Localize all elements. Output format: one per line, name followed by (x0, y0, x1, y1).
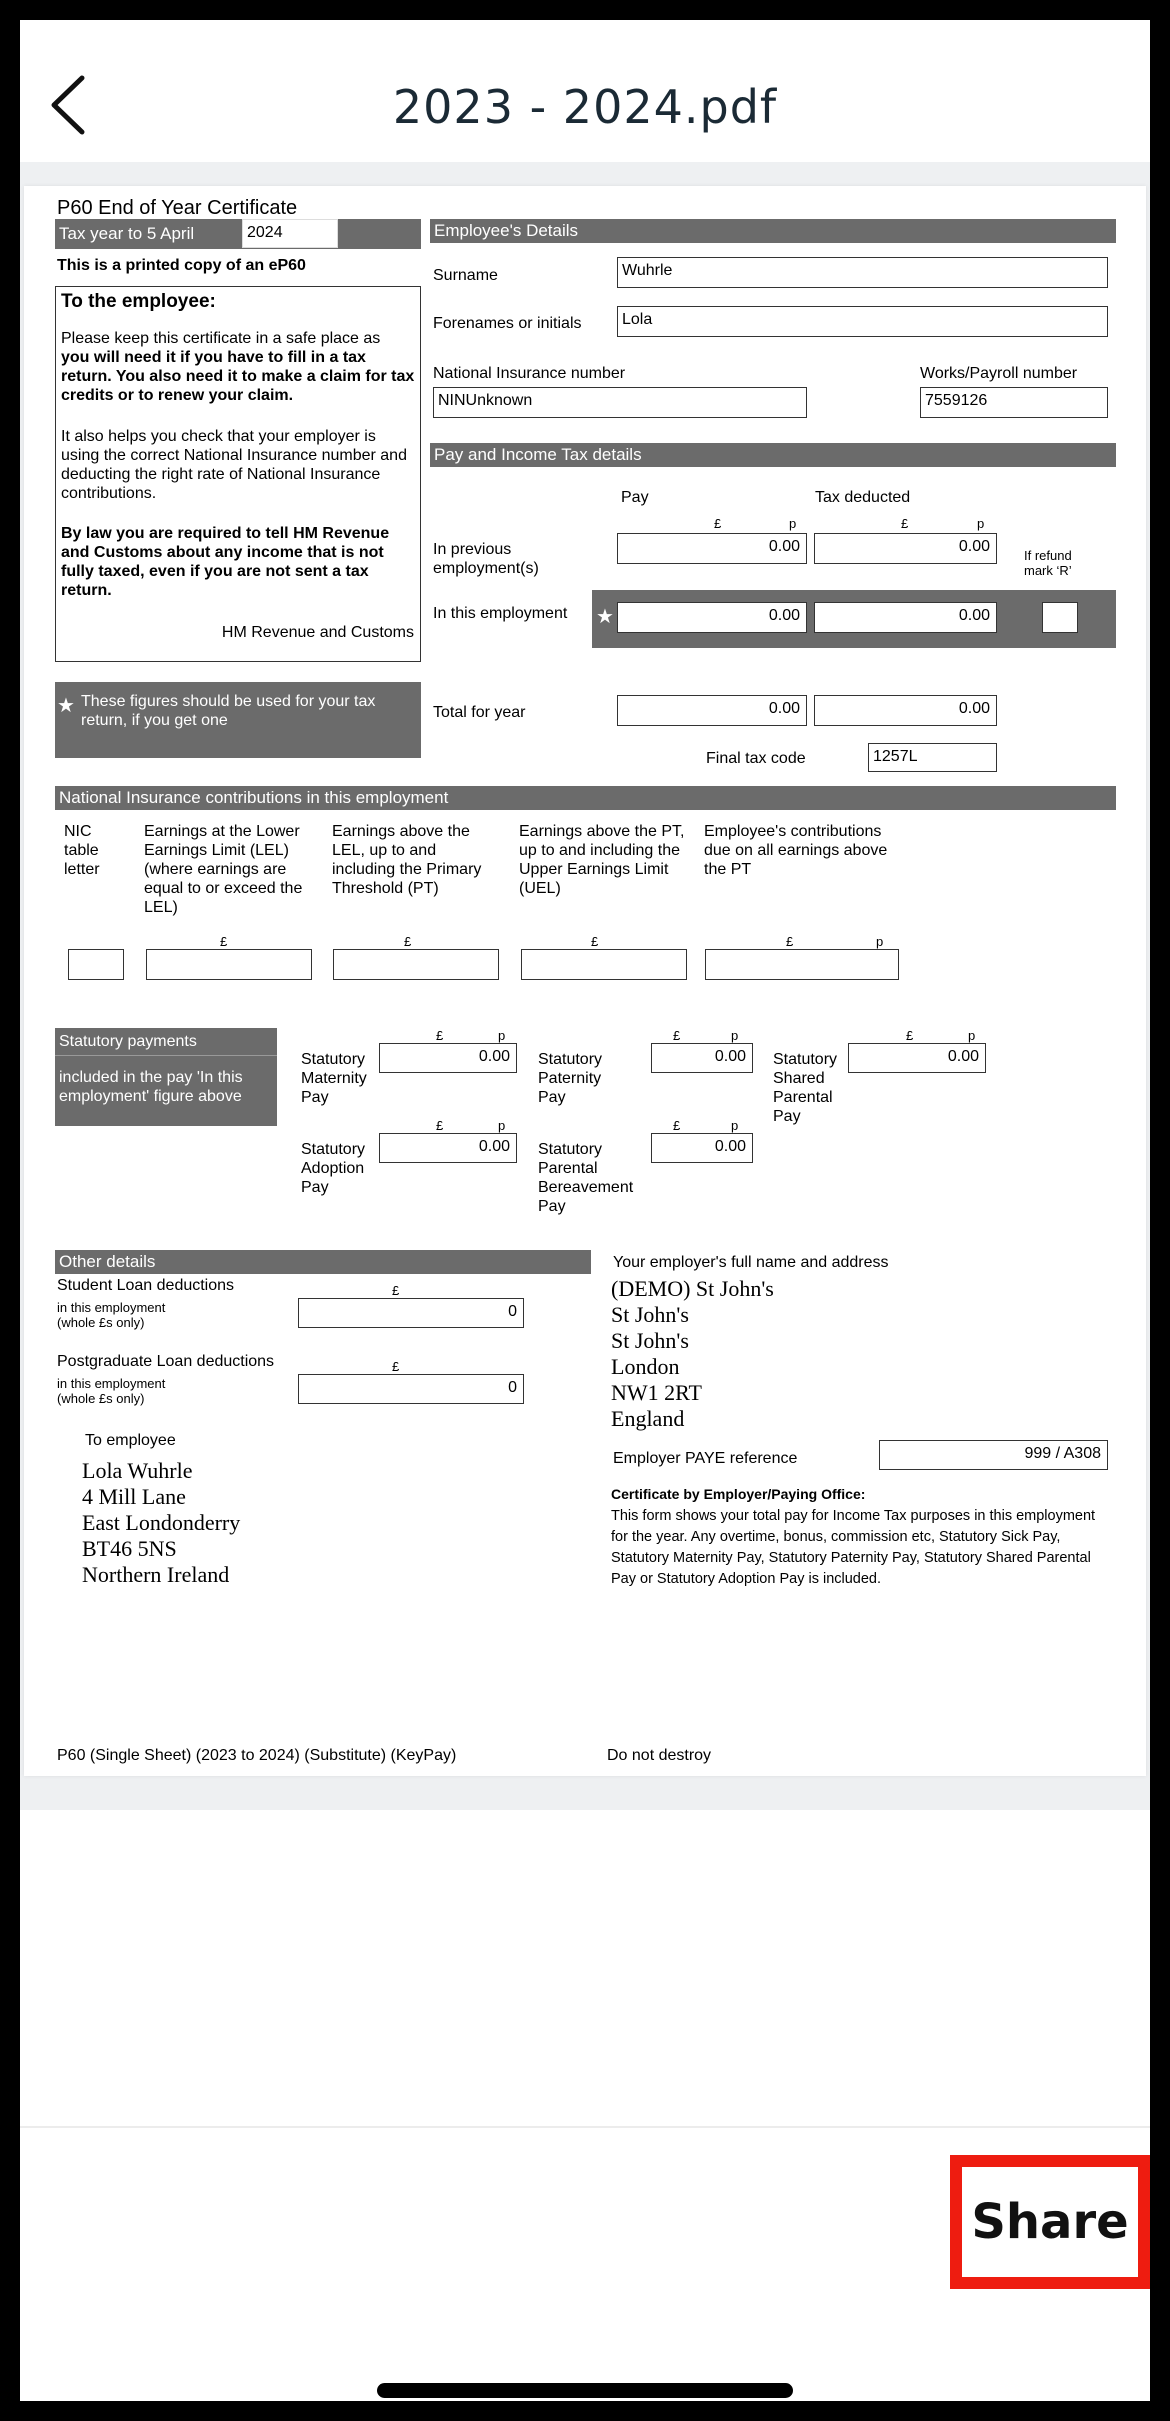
pence-sign: p (876, 934, 884, 949)
address-line: Northern Ireland (82, 1562, 230, 1587)
address-line: East Londonderry (82, 1510, 241, 1535)
figures-note-text: These figures should be used for your tax return, if you get one (81, 693, 376, 729)
works-number-label: Works/Payroll number (920, 365, 1078, 382)
student-loan-label: Student Loan deductions (57, 1277, 235, 1294)
employer-label: Your employer's full name and address (613, 1254, 889, 1271)
paye-label: Employer PAYE reference (613, 1450, 798, 1467)
spbp-label: Statutory Parental Bereavement Pay (538, 1141, 634, 1215)
pound-sign: £ (392, 1283, 400, 1298)
statutory-box (55, 1028, 277, 1126)
pence-sign: p (731, 1028, 739, 1043)
pound-sign: £ (673, 1118, 681, 1133)
pay-tax-header: Pay and Income Tax details (430, 443, 1116, 467)
home-indicator[interactable] (377, 2383, 793, 2398)
other-details-header: Other details (55, 1250, 591, 1274)
shpp-label: Statutory Shared Parental Pay (773, 1051, 838, 1125)
ni-col-letter: NIC table letter (64, 823, 100, 878)
forenames-label: Forenames or initials (433, 315, 582, 332)
nin-field: NINUnknown (433, 387, 807, 418)
to-employee-heading: To the employee: (61, 291, 216, 312)
document-title: 2023 - 2024.pdf (392, 80, 778, 134)
pence-sign: p (731, 1118, 739, 1133)
hmrc-label: HM Revenue and Customs (221, 624, 414, 641)
notice-para3: By law you are required to tell HM Revenue and Customs about any income that is not fully taxed, even if you are not sent a tax return. (61, 525, 390, 599)
ni-col-pt: Earnings above the LEL, up to and including the Primary Threshold (PT) (332, 823, 482, 897)
total-pay-field: 0.00 (617, 695, 807, 726)
works-number-field: 7559126 (920, 387, 1108, 418)
total-tax-field: 0.00 (814, 695, 997, 726)
ni-contributions-field (705, 949, 899, 980)
pay-column-label: Pay (621, 489, 649, 506)
forenames-field: Lola (617, 306, 1108, 337)
employer-address (611, 1276, 774, 1432)
figures-note-box (55, 682, 421, 758)
tax-year-bar (55, 219, 421, 249)
notice-para1: Please keep this certificate in a safe place as (61, 330, 381, 347)
footer-left: P60 (Single Sheet) (2023 to 2024) (Substitute) (KeyPay) (57, 1747, 457, 1764)
printed-copy-note: This is a printed copy of an eP60 (57, 257, 306, 274)
share-button[interactable] (950, 2155, 1150, 2289)
surname-field: Wuhrle (617, 257, 1108, 288)
address-line: 4 Mill Lane (82, 1484, 186, 1509)
student-loan-field: 0 (298, 1298, 524, 1328)
pence-sign: p (789, 516, 797, 531)
paye-field: 999 / A308 (879, 1440, 1108, 1470)
pound-sign: £ (906, 1028, 914, 1043)
chevron-left-icon (38, 62, 98, 148)
ni-header: National Insurance contributions in this employment (55, 786, 1116, 810)
address-line: BT46 5NS (82, 1536, 177, 1561)
smp-field: 0.00 (379, 1043, 517, 1073)
address-line: NW1 2RT (611, 1380, 702, 1405)
tax-column-label: Tax deducted (815, 489, 911, 506)
pound-sign: £ (404, 934, 412, 949)
pound-sign: £ (901, 516, 909, 531)
certificate-text: This form shows your total pay for Income Tax purposes in this employment for the year. Any overtime, bonus, commission etc, Statutory Sick Pay, Statutory Maternity Pay, Statutory Paternity Pay, Statutory Shared Parental Pay or Statutory Adoption Pay is included. (611, 1508, 1096, 1587)
screen (20, 20, 1150, 2401)
ni-pt-field (333, 949, 499, 980)
prev-pay-field: 0.00 (617, 533, 807, 564)
pound-sign: £ (591, 934, 599, 949)
statutory-note: included in the pay 'In this employment' figure above (59, 1069, 243, 1105)
pg-loan-sub: in this employment (whole £s only) (57, 1376, 166, 1406)
toolbar-divider (20, 2126, 1150, 2128)
pg-loan-label: Postgraduate Loan deductions (57, 1353, 275, 1370)
pound-sign: £ (436, 1028, 444, 1043)
final-tax-code-label: Final tax code (706, 750, 806, 767)
this-employment-label: In this employment (433, 605, 568, 622)
address-line: (DEMO) St John's (611, 1276, 774, 1301)
pence-sign: p (498, 1028, 506, 1043)
employee-address (82, 1458, 240, 1588)
employee-notice-box (55, 286, 421, 662)
spp-label: Statutory Paternity Pay (538, 1051, 603, 1106)
pound-sign: £ (673, 1028, 681, 1043)
sap-field: 0.00 (379, 1133, 517, 1163)
final-tax-code-field: 1257L (868, 743, 997, 772)
spp-field: 0.00 (651, 1043, 753, 1073)
form-heading: P60 End of Year Certificate (57, 197, 298, 219)
total-year-label: Total for year (433, 704, 526, 721)
pg-loan-field: 0 (298, 1374, 524, 1404)
shpp-field: 0.00 (848, 1043, 986, 1073)
pdf-viewer[interactable] (20, 162, 1150, 1810)
ni-uel-field (521, 949, 687, 980)
pdf-page (24, 186, 1146, 1776)
pound-sign: £ (436, 1118, 444, 1133)
tax-year-field: 2024 (242, 219, 338, 248)
pence-sign: p (977, 516, 985, 531)
star-icon: ★ (57, 695, 75, 717)
address-line: St John's (611, 1302, 689, 1327)
student-loan-sub: in this employment (whole £s only) (57, 1300, 166, 1330)
pound-sign: £ (714, 516, 722, 531)
back-button[interactable] (38, 62, 98, 148)
pence-sign: p (968, 1028, 976, 1043)
pound-sign: £ (786, 934, 794, 949)
employee-details-header: Employee's Details (430, 219, 1116, 243)
surname-label: Surname (433, 267, 498, 284)
statutory-header: Statutory payments (59, 1033, 197, 1050)
address-line: England (611, 1406, 685, 1431)
notice-para2: It also helps you check that your employer is using the correct National Insurance number and deducting the right rate of National Insurance contributions. (61, 428, 407, 502)
refund-box (1042, 602, 1078, 633)
prev-tax-field: 0.00 (814, 533, 997, 564)
star-icon: ★ (596, 606, 614, 628)
share-label: Share (971, 2194, 1129, 2250)
prev-employment-label: In previous employment(s) (433, 541, 539, 577)
address-line: St John's (611, 1328, 689, 1353)
ni-lel-field (146, 949, 312, 980)
to-employee-small: To employee (85, 1432, 176, 1449)
ni-col-contributions: Employee's contributions due on all earnings above the PT (704, 823, 888, 878)
address-line: Lola Wuhrle (82, 1458, 193, 1483)
spbp-field: 0.00 (651, 1133, 753, 1163)
pound-sign: £ (392, 1359, 400, 1374)
this-pay-field: 0.00 (617, 602, 807, 633)
address-line: London (611, 1354, 680, 1379)
notice-para1b: you will need it if you have to fill in a tax return. You also need it to make a claim for tax credits or to renew your claim. (61, 349, 415, 404)
tax-year-label: Tax year to 5 April (59, 224, 195, 243)
sap-label: Statutory Adoption Pay (301, 1141, 366, 1196)
pence-sign: p (498, 1118, 506, 1133)
refund-label: If refund mark ‘R’ (1024, 548, 1072, 578)
nin-label: National Insurance number (433, 365, 626, 382)
pound-sign: £ (220, 934, 228, 949)
footer-right: Do not destroy (607, 1747, 712, 1764)
this-tax-field: 0.00 (814, 602, 997, 633)
smp-label: Statutory Maternity Pay (301, 1051, 367, 1106)
ni-letter-field (68, 949, 124, 980)
ni-col-uel: Earnings above the PT, up to and including the Upper Earnings Limit (UEL) (519, 823, 685, 897)
ni-col-lel: Earnings at the Lower Earnings Limit (LEL) (where earnings are equal to or exceed the LEL) (144, 823, 303, 916)
certificate-title: Certificate by Employer/Paying Office: (611, 1486, 866, 1502)
